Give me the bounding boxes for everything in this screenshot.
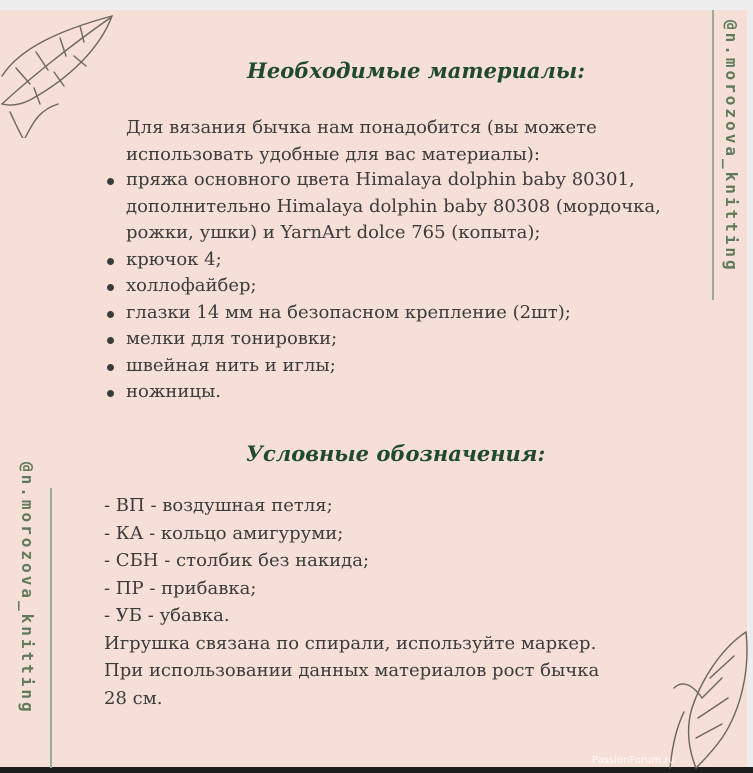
list-item: ножницы. <box>100 379 700 406</box>
list-item: глазки 14 мм на безопасном крепление (2шт); <box>100 300 700 327</box>
left-divider-line <box>50 488 52 768</box>
legend-line: При использовании данных материалов рост бычка <box>104 660 600 681</box>
legend-line: Игрушка связана по спирали, используйте маркер. <box>104 632 597 654</box>
bottom-frame-border <box>0 767 753 773</box>
materials-list <box>100 167 700 406</box>
legend-line: - УБ - убавка. <box>104 605 230 626</box>
right-divider-line <box>712 10 714 300</box>
legend-heading: Условные обозначения: <box>246 441 546 466</box>
list-item: швейная нить и иглы; <box>100 353 700 380</box>
author-handle-right: @n.morozova_knitting <box>722 20 741 273</box>
list-item: пряжа основного цвета Himalaya dolphin baby 80301, дополнительно Himalaya dolphin baby 80308 (мордочка, рожки, ушки) и YarnArt dolce 765 (копыта); <box>100 167 700 247</box>
list-item: крючок 4; <box>100 247 700 274</box>
legend-line: - ВП - воздушная петля; <box>104 495 333 516</box>
leaf-top-left-icon <box>0 8 120 138</box>
list-item: холлофайбер; <box>100 273 700 300</box>
materials-heading: Необходимые материалы: <box>247 58 585 83</box>
legend-line: - КА - кольцо амигуруми; <box>104 522 344 544</box>
legend-line: - СБН - столбик без накида; <box>104 550 370 571</box>
list-item: мелки для тонировки; <box>100 326 700 353</box>
legend-line: 28 см. <box>104 687 163 709</box>
site-watermark: PassionForum.ru <box>592 755 675 766</box>
legend-block <box>104 492 704 712</box>
materials-intro: Для вязания бычка нам понадобится (вы можете использовать удобные для вас материалы): <box>126 117 597 165</box>
author-handle-left: @n.morozova_knitting <box>18 462 37 715</box>
legend-line: - ПР - прибавка; <box>104 577 257 599</box>
